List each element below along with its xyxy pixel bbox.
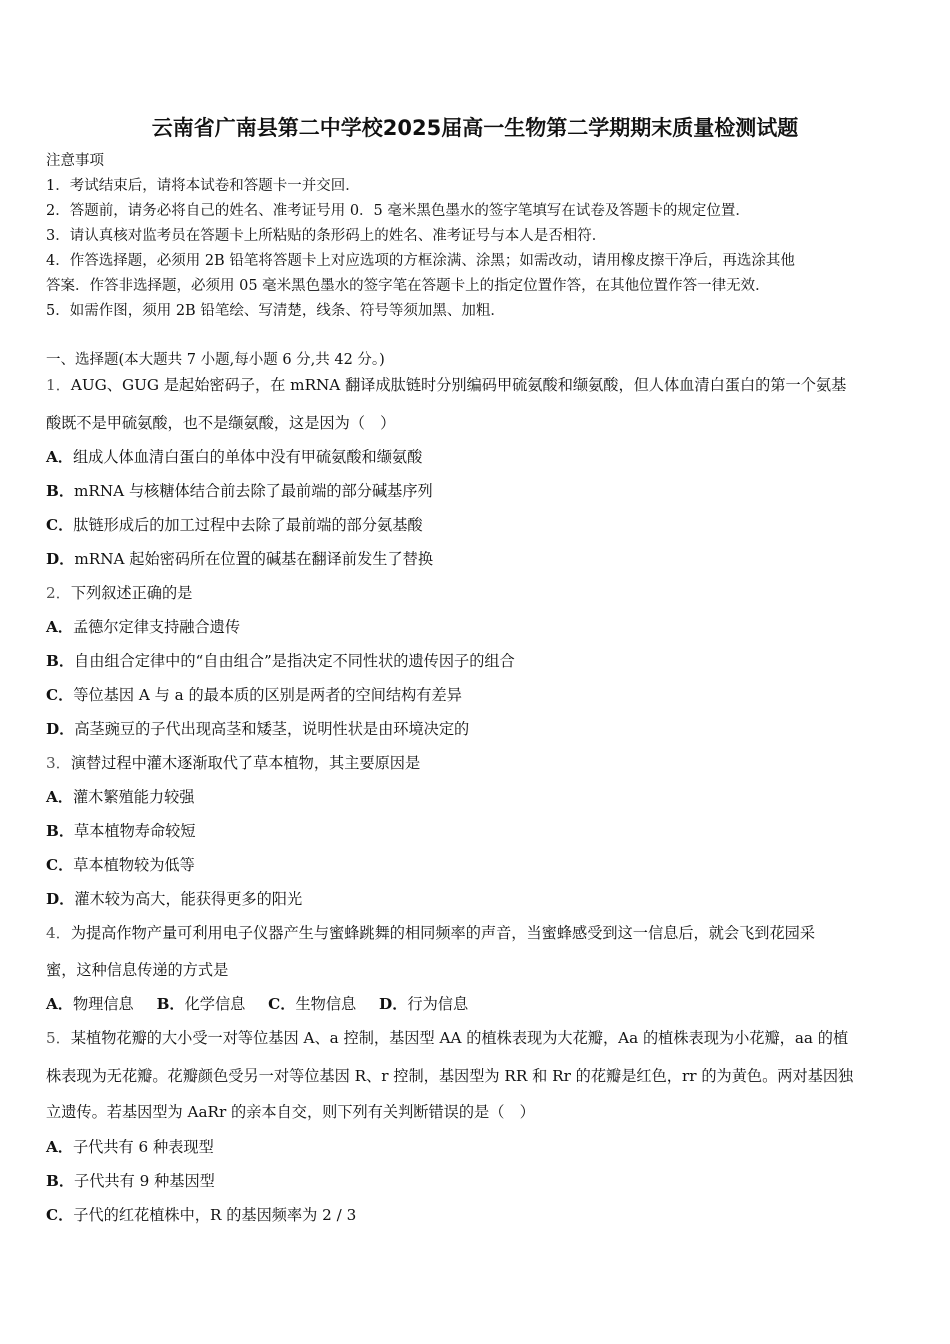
option: A．组成人体血清白蛋白的单体中没有甲硫氨酸和缬氨酸 <box>46 448 423 466</box>
question-number: 2． <box>46 584 71 602</box>
option: B．子代共有 9 种基因型 <box>46 1172 215 1190</box>
notice-item: 2．答题前，请务必将自己的姓名、准考证号用 0．5 毫米黑色墨水的签字笔填写在试卷及答题卡的规定位置． <box>46 203 750 219</box>
notice-item: 答案．作答非选择题，必须用 05 毫米黑色墨水的签字笔在答题卡上的指定位置作答，在其他位置作答一律无效． <box>46 278 770 294</box>
option: A．物理信息 <box>46 995 134 1013</box>
question-stem: 3．演替过程中灌木逐渐取代了草本植物，其主要原因是 <box>46 754 421 772</box>
option: A．子代共有 6 种表现型 <box>46 1138 214 1156</box>
option: D．mRNA 起始密码所在位置的碱基在翻译前发生了替换 <box>46 550 434 568</box>
option: C．子代的红花植株中，R 的基因频率为 2 / 3 <box>46 1206 357 1224</box>
option: D．灌木较为高大，能获得更多的阳光 <box>46 890 303 908</box>
notice-item: 1．考试结束后，请将本试卷和答题卡一并交回． <box>46 178 360 194</box>
option: C．生物信息 <box>268 995 357 1013</box>
question-number: 3． <box>46 754 71 772</box>
exam-title: 云南省广南县第二中学校2025届高一生物第二学期期末质量检测试题 <box>151 116 799 140</box>
question-number: 4． <box>46 924 71 942</box>
option-row <box>46 994 486 1014</box>
option: C．草本植物较为低等 <box>46 856 195 874</box>
notice-item: 5．如需作图，须用 2B 铅笔绘、写清楚，线条、符号等须加黑、加粗． <box>46 303 505 319</box>
question-stem-continued: 酸既不是甲硫氨酸，也不是缬氨酸，这是因为（ ） <box>46 414 396 432</box>
question-stem: 4．为提高作物产量可利用电子仪器产生与蜜蜂跳舞的相同频率的声音，当蜜蜂感受到这一信息后，就会飞到花园采 <box>46 924 816 942</box>
option: B．化学信息 <box>156 995 246 1013</box>
question-stem: 1．AUG、GUG 是起始密码子，在 mRNA 翻译成肽链时分别编码甲硫氨酸和缬氨酸，但人体血清白蛋白的第一个氨基 <box>46 376 847 394</box>
option: C．肽链形成后的加工过程中去除了最前端的部分氨基酸 <box>46 516 423 534</box>
notice-item: 4．作答选择题，必须用 2B 铅笔将答题卡上对应选项的方框涂满、涂黑；如需改动，请用橡皮擦干净后，再选涂其他 <box>46 253 795 269</box>
notice-item: 3．请认真核对监考员在答题卡上所粘贴的条形码上的姓名、准考证号与本人是否相符． <box>46 228 607 244</box>
question-stem-continued: 立遗传。若基因型为 AaRr 的亲本自交，则下列有关判断错误的是（ ） <box>46 1103 535 1121</box>
option: C．等位基因 A 与 a 的最本质的区别是两者的空间结构有差异 <box>46 686 462 704</box>
option: B．草本植物寿命较短 <box>46 822 196 840</box>
option: A．孟德尔定律支持融合遗传 <box>46 618 241 636</box>
question-number: 5． <box>46 1029 71 1047</box>
option: D．高茎豌豆的子代出现高茎和矮茎，说明性状是由环境决定的 <box>46 720 470 738</box>
question-stem: 5．某植物花瓣的大小受一对等位基因 A、a 控制，基因型 AA 的植株表现为大花瓣，Aa 的植株表现为小花瓣，aa 的植 <box>46 1029 849 1047</box>
option: B．自由组合定律中的“自由组合”是指决定不同性状的遗传因子的组合 <box>46 652 515 670</box>
option: D．行为信息 <box>379 995 469 1013</box>
option: A．灌木繁殖能力较强 <box>46 788 195 806</box>
question-stem-continued: 株表现为无花瓣。花瓣颜色受另一对等位基因 R、r 控制，基因型为 RR 和 Rr 的花瓣是红色，rr 的为黄色。两对基因独 <box>46 1067 854 1085</box>
notice-heading: 注意事项 <box>46 153 104 169</box>
question-stem-continued: 蜜，这种信息传递的方式是 <box>46 961 229 979</box>
section-heading: 一、选择题(本大题共 7 小题,每小题 6 分,共 42 分。) <box>46 352 385 368</box>
option: B．mRNA 与核糖体结合前去除了最前端的部分碱基序列 <box>46 482 433 500</box>
question-stem: 2．下列叙述正确的是 <box>46 584 193 602</box>
question-number: 1． <box>46 376 71 394</box>
